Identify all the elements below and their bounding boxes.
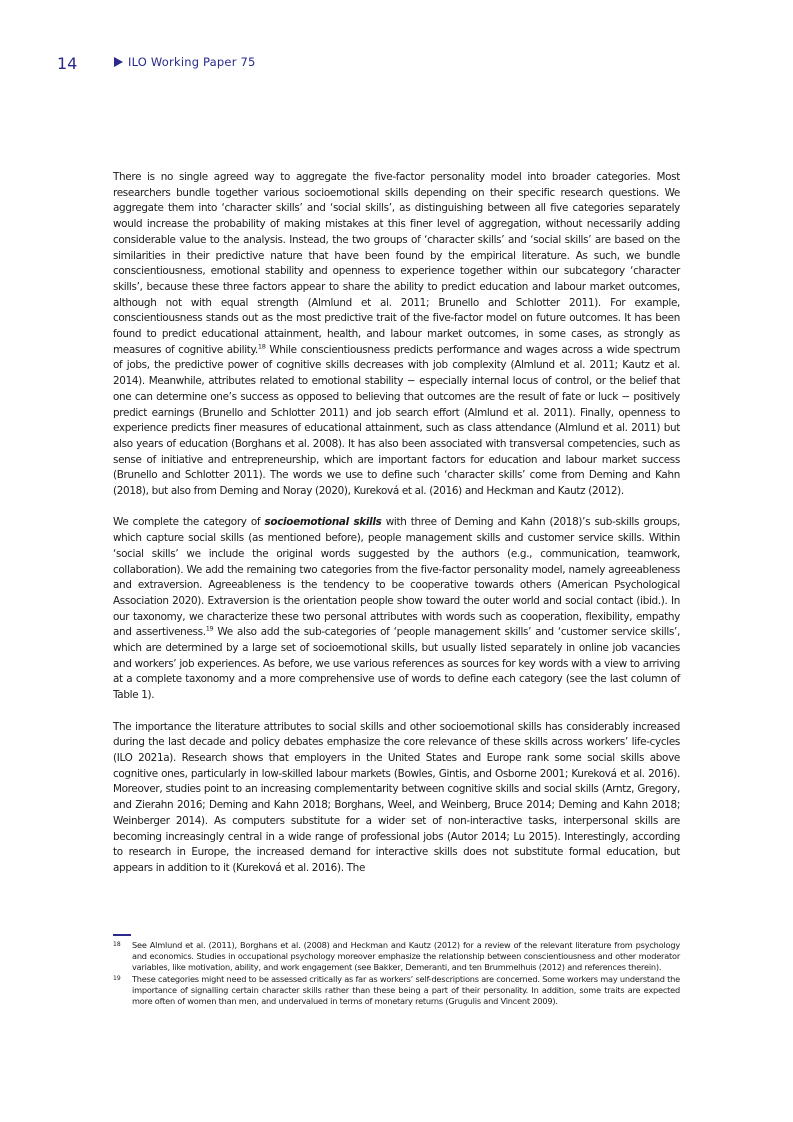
paragraph-text: While conscientiousness predicts performance and wages across a wide spectrum of jobs, the predictive power of cognitive skills decreases with job complexity (Almlund et al. 2011; Kautz et al. 2014). Meanwhile, attributes related to emotional stability − especially internal locus of control, or the belief that one can determine one’s success as opposed to believing that outcomes are the result of fate or luck − positively predict earnings (Brunello and Schlotter 2011) and job search effort (Almlund et al. 2011). Finally, openness to experience predicts finer measures of educational attainment, such as class attendance (Almlund et al. 2011) but also years of education (Borghans et al. 2008). It has also been associated with transversal competencies, such as sense of initiative and entrepreneurship, which are important factors for education and labour market success (Brunello and Schlotter 2011). The words we use to define such ‘character skills’ come from Deming and Kahn (2018), but also from Deming and Noray (2020), Kureková et al. (2016) and Heckman and Kautz (2012).: [113, 343, 680, 498]
footnote-number: 18: [113, 941, 121, 948]
paragraph-text: The importance the literature attributes to social skills and other socioemotional skills has considerably increased during the last decade and policy debates emphasize the core relevance of these skills across workers’ life-cycles (ILO 2021a). Research shows that employers in the United States and Europe rank some social skills above cognitive ones, particularly in low-skilled labour markets (Bowles, Gintis, and Osborne 2001; Kureková et al. 2016). Moreover, studies point to an increasing complementarity between cognitive skills and social skills (Arntz, Gregory, and Zierahn 2016; Deming and Kahn 2018; Borghans, Weel, and Weinberg, Bruce 2014; Deming and Kahn 2018; Weinberger 2014). As computers substitute for a wider set of non-interactive tasks, interpersonal skills are becoming increasingly central in a wide range of professional jobs (Autor 2014; Lu 2015). Interestingly, according to research in Europe, the increased demand for interactive skills does not substitute formal education, but appears in addition to it (Kureková et al. 2016). The: [113, 720, 680, 874]
footnote-divider: [113, 934, 131, 936]
emphasized-term: socioemotional skills: [264, 516, 382, 529]
paragraph-text: We complete the category of: [113, 516, 265, 529]
page-number: 14: [57, 54, 78, 73]
paragraph-text: with three of Deming and Kahn (2018)’s sub-skills groups, which capture social skills (as mentioned before), people management skills and customer service skills. Within ‘social skills’ we include the original words suggested by the authors (e.g., communication, teamwork, collaboration). We add the remaining two categories from the five-factor personality model, namely agreeableness and extraversion. Agreeableness is the tendency to be cooperative towards others (American Psychological Association 2020). Extraversion is the orientation people show toward the outer world and social contact (ibid.). In our taxonomy, we characterize these two personal attributes with words such as cooperation, flexibility, empathy and assertiveness.: [113, 516, 681, 639]
footnote-ref[interactable]: 19: [205, 624, 214, 633]
footnote-text: See Almlund et al. (2011), Borghans et al. (2008) and Heckman and Kautz (2012) for a review of the relevant literature from psychology and economics. Studies in occupational psychology moreover emphasize the relationship between conscientiousness and other moderator variables, like motivation, ability, and work engagement (see Bakker, Demeranti, and ten Brummelhuis (2012) and references therein).: [132, 940, 680, 973]
paragraph-text: There is no single agreed way to aggregate the five-factor personality model into broader categories. Most researchers bundle together various socioemotional skills depending on their specific research questions. We aggregate them into ‘character skills’ and ‘social skills’, as distinguishing between all five categories separately would increase the probability of making mistakes at this finer level of aggregation, without necessarily adding considerable value to the analysis. Instead, the two groups of ‘character skills’ and ‘social skills’ are based on the similarities in their predictive nature that have been found by the empirical literature. As such, we bundle conscientiousness, emotional stability and openness to experience together within our subcategory ‘character skills’, because these three factors appear to share the ability to predict education and labour market outcomes, although not with equal strength (Almlund et al. 2011; Brunello and Schlotter 2011). For example, conscientiousness stands out as the most predictive trait of the five-factor model on future outcomes. It has been found to predict educational attainment, health, and labour market outcomes, in some cases, as strongly as measures of cognitive ability.: [113, 171, 680, 356]
triangle-right-icon: [114, 57, 123, 67]
footnotes: [113, 940, 680, 1007]
paragraph-character-skills: [113, 170, 680, 500]
paragraph-importance: [113, 720, 680, 877]
footnote-ref[interactable]: 18: [257, 342, 266, 351]
running-title: ILO Working Paper 75: [128, 55, 256, 69]
footnote-text: These categories might need to be assessed critically as far as workers’ self-descriptions are concerned. Some workers may understand the importance of signalling certain character skills rather than these being a part of their personality. In addition, some traits are expected more often of women than men, and undervalued in terms of monetary returns (Grugulis and Vincent 2009).: [132, 973, 680, 1007]
footnote-number: 19: [113, 974, 121, 982]
paragraph-socioemotional-skills: [113, 515, 680, 703]
footnote-item: [113, 974, 680, 1008]
footnote-item: [113, 940, 680, 974]
page-header: [0, 52, 793, 76]
body-text: [113, 170, 680, 892]
paragraph-text: We also add the sub-categories of ‘people management skills’ and ‘customer service skills’, which are determined by a large set of socioemotional skills, but usually listed separately in online job vacancies and workers’ job experiences. As before, we use various references as sources for key words with a view to arriving at a complete taxonomy and a more comprehensive use of words to define each category (see the last column of Table 1).: [113, 626, 680, 702]
